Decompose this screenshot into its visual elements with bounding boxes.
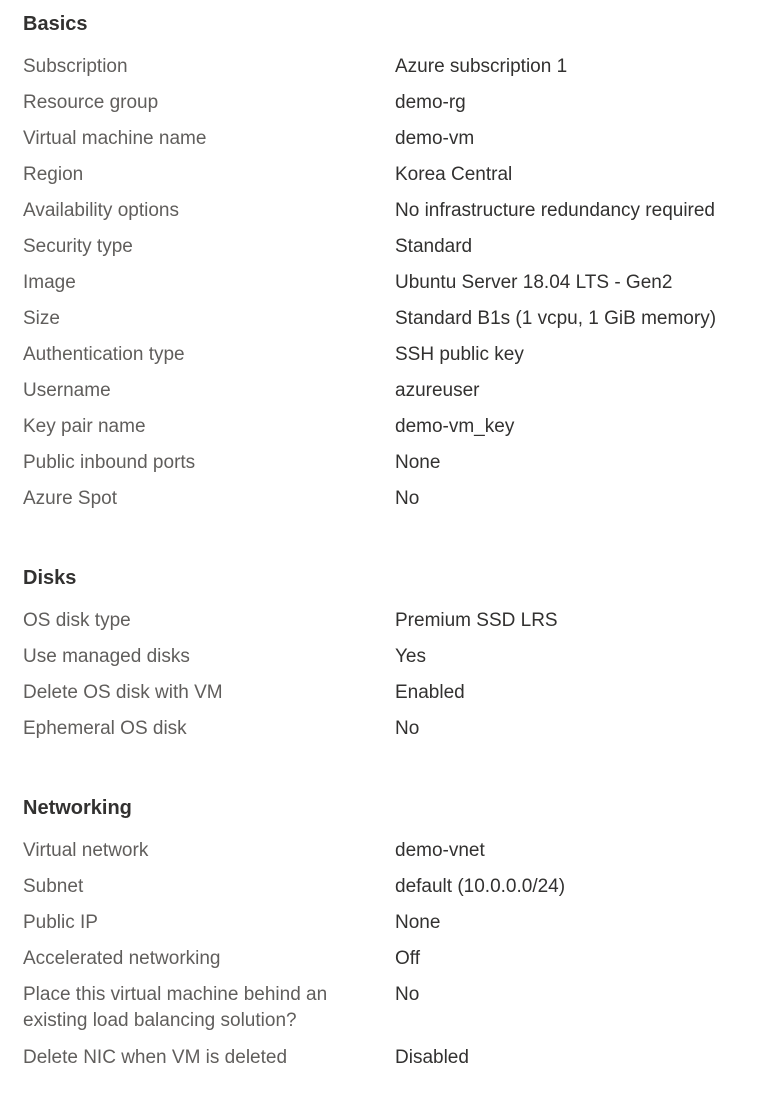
summary-row-os-disk-type bbox=[23, 608, 753, 644]
row-value: Azure subscription 1 bbox=[395, 56, 568, 77]
basics-rows bbox=[23, 54, 753, 522]
row-value: default (10.0.0.0/24) bbox=[395, 876, 566, 897]
row-value: Disabled bbox=[395, 1047, 469, 1068]
row-label: Accelerated networking bbox=[23, 948, 221, 969]
basics-section bbox=[23, 9, 753, 522]
row-value: Enabled bbox=[395, 682, 465, 703]
row-label: Subscription bbox=[23, 56, 128, 77]
row-label: Key pair name bbox=[23, 416, 146, 437]
summary-row-load-balancing bbox=[23, 982, 753, 1045]
summary-row-ephemeral-disk bbox=[23, 716, 753, 752]
summary-row-virtual-network bbox=[23, 838, 753, 874]
summary-row-key-pair bbox=[23, 414, 753, 450]
summary-row-subscription bbox=[23, 54, 753, 90]
row-value: demo-vm_key bbox=[395, 416, 515, 437]
row-label: Virtual network bbox=[23, 840, 149, 861]
summary-row-delete-nic bbox=[23, 1045, 753, 1081]
row-label: Use managed disks bbox=[23, 646, 190, 667]
row-label: Resource group bbox=[23, 92, 159, 113]
row-label: Availability options bbox=[23, 200, 179, 221]
row-value: No bbox=[395, 488, 420, 509]
summary-row-security-type bbox=[23, 234, 753, 270]
networking-heading: Networking bbox=[23, 797, 132, 819]
row-value: Yes bbox=[395, 646, 426, 667]
row-label: Username bbox=[23, 380, 111, 401]
summary-row-username bbox=[23, 378, 753, 414]
row-label: Place this virtual machine behind an existing load balancing solution? bbox=[23, 984, 328, 1031]
row-value: None bbox=[395, 912, 441, 933]
disks-rows bbox=[23, 608, 753, 752]
row-label: Ephemeral OS disk bbox=[23, 718, 187, 739]
networking-rows bbox=[23, 838, 753, 1081]
networking-section bbox=[23, 793, 753, 1081]
row-value: Standard B1s (1 vcpu, 1 GiB memory) bbox=[395, 308, 717, 329]
row-value: Ubuntu Server 18.04 LTS - Gen2 bbox=[395, 272, 673, 293]
summary-row-accelerated-networking bbox=[23, 946, 753, 982]
row-label: OS disk type bbox=[23, 610, 131, 631]
row-label: Virtual machine name bbox=[23, 128, 207, 149]
summary-row-size bbox=[23, 306, 753, 342]
summary-row-azure-spot bbox=[23, 486, 753, 522]
row-value: Standard bbox=[395, 236, 473, 257]
row-label: Public inbound ports bbox=[23, 452, 196, 473]
row-value: Premium SSD LRS bbox=[395, 610, 558, 631]
row-value: demo-vm bbox=[395, 128, 475, 149]
row-value: No bbox=[395, 718, 420, 739]
summary-row-subnet bbox=[23, 874, 753, 910]
row-value: None bbox=[395, 452, 441, 473]
summary-row-vm-name bbox=[23, 126, 753, 162]
row-label: Authentication type bbox=[23, 344, 185, 365]
disks-section bbox=[23, 563, 753, 752]
row-label: Azure Spot bbox=[23, 488, 117, 509]
row-value: demo-rg bbox=[395, 92, 466, 113]
row-label: Security type bbox=[23, 236, 133, 257]
disks-heading: Disks bbox=[23, 567, 77, 589]
row-value: azureuser bbox=[395, 380, 480, 401]
summary-row-delete-os-disk bbox=[23, 680, 753, 716]
row-value: demo-vnet bbox=[395, 840, 485, 861]
summary-row-public-ip bbox=[23, 910, 753, 946]
summary-row-availability bbox=[23, 198, 753, 234]
summary-row-image bbox=[23, 270, 753, 306]
summary-row-auth-type bbox=[23, 342, 753, 378]
basics-heading: Basics bbox=[23, 13, 88, 35]
row-value: Korea Central bbox=[395, 164, 513, 185]
summary-row-resource-group bbox=[23, 90, 753, 126]
row-label: Subnet bbox=[23, 876, 84, 897]
summary-row-inbound-ports bbox=[23, 450, 753, 486]
summary-row-managed-disks bbox=[23, 644, 753, 680]
summary-row-region bbox=[23, 162, 753, 198]
row-value: SSH public key bbox=[395, 344, 524, 365]
row-label: Delete NIC when VM is deleted bbox=[23, 1047, 288, 1068]
row-label: Public IP bbox=[23, 912, 98, 933]
row-label: Region bbox=[23, 164, 84, 185]
row-value: No infrastructure redundancy required bbox=[395, 200, 716, 221]
row-label: Size bbox=[23, 308, 60, 329]
row-label: Delete OS disk with VM bbox=[23, 682, 223, 703]
row-value: No bbox=[395, 984, 420, 1005]
row-label: Image bbox=[23, 272, 76, 293]
row-value: Off bbox=[395, 948, 420, 969]
